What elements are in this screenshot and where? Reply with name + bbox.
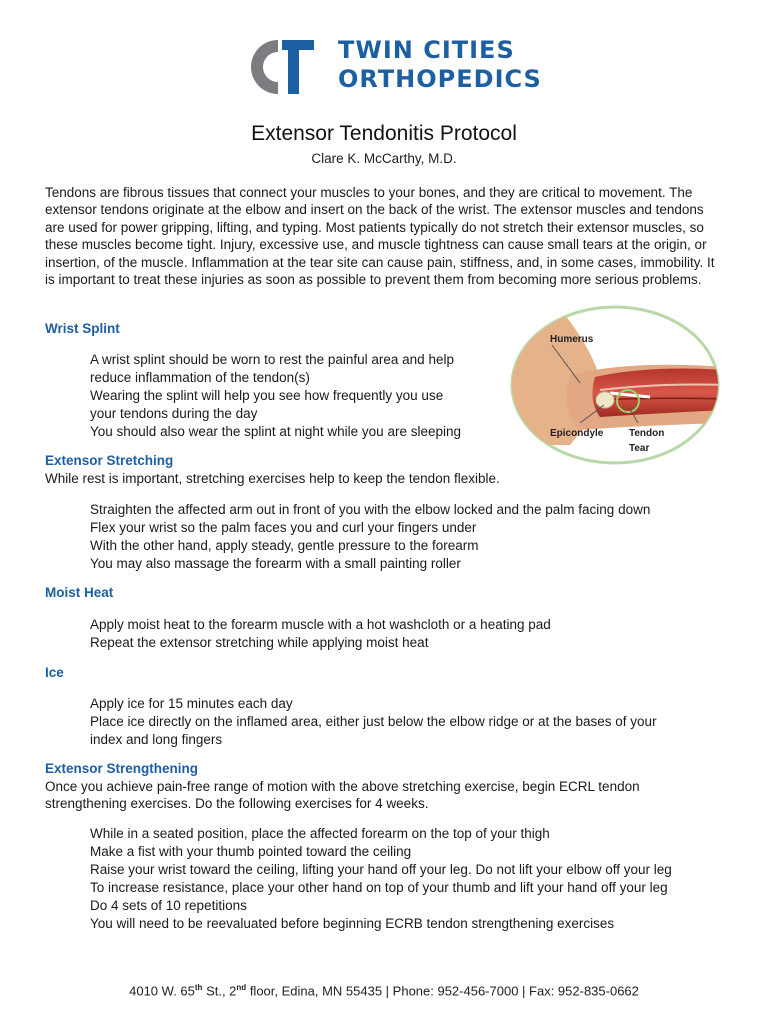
list-item: A wrist splint should be worn to rest the painful area and help bbox=[90, 352, 454, 367]
list-item: Raise your wrist toward the ceiling, lifting your hand off your leg. Do not lift your elbow off your leg bbox=[90, 862, 672, 877]
ice-list bbox=[90, 695, 657, 749]
epicondyle-label: Epicondyle bbox=[550, 428, 604, 439]
elbow-anatomy-illustration bbox=[510, 305, 720, 465]
section-heading-ice: Ice bbox=[45, 665, 64, 680]
footer-superscript: nd bbox=[236, 983, 247, 992]
wrist-splint-list bbox=[90, 351, 461, 441]
list-item: Straighten the affected arm out in front of you with the elbow locked and the palm facing down bbox=[90, 502, 651, 517]
logo-name bbox=[338, 36, 542, 94]
list-item: Do 4 sets of 10 repetitions bbox=[90, 898, 247, 913]
strengthening-list bbox=[90, 825, 672, 933]
list-item: Make a fist with your thumb pointed toward the ceiling bbox=[90, 844, 412, 859]
document-title: Extensor Tendonitis Protocol bbox=[251, 122, 517, 145]
list-item: With the other hand, apply steady, gentle pressure to the forearm bbox=[90, 538, 479, 553]
stretching-list bbox=[90, 501, 650, 573]
footer-superscript: th bbox=[194, 983, 203, 992]
section-heading-extensor-stretching: Extensor Stretching bbox=[45, 453, 174, 468]
tendon-label: Tendon bbox=[629, 428, 665, 439]
strengthening-lead: Once you achieve pain-free range of motion with the above stretching exercise, begin ECRL tendon strengthening exercises. Do the following exercises for 4 weeks. bbox=[45, 779, 640, 812]
logo-line-2: ORTHOPEDICS bbox=[338, 65, 542, 93]
footer-address-part: floor, Edina, MN 55435 | Phone: 952-456-7000 | Fax: 952-835-0662 bbox=[246, 983, 639, 999]
list-item: While in a seated position, place the affected forearm on the top of your thigh bbox=[90, 826, 550, 841]
intro-paragraph: Tendons are fibrous tissues that connect your muscles to your bones, and they are critical to movement. The extensor tendons originate at the elbow and insert on the back of the wrist. The extensor muscles and tendons are used for power gripping, lifting, and typing. Most patients typically do not stretch their extensor muscles, so these muscles become tight. Injury, excessive use, and muscle tightness can cause small tears at the origin, or insertion, of the muscle. Inflammation at the tear site can cause pain, stiffness, and, in some cases, immobility. It is important to treat these injuries as soon as possible to prevent them from becoming more serious problems. bbox=[45, 185, 715, 288]
list-item: reduce inflammation of the tendon(s) bbox=[90, 370, 310, 385]
logo bbox=[248, 36, 542, 98]
tear-label: Tear bbox=[629, 443, 650, 454]
section-heading-moist-heat: Moist Heat bbox=[45, 585, 114, 600]
list-item: Flex your wrist so the palm faces you and curl your fingers under bbox=[90, 520, 477, 535]
section-heading-extensor-strengthening: Extensor Strengthening bbox=[45, 761, 199, 776]
document-author: Clare K. McCarthy, M.D. bbox=[311, 151, 457, 166]
list-item: Wearing the splint will help you see how frequently you use bbox=[90, 388, 444, 403]
list-item: To increase resistance, place your other hand on top of your thumb and lift your hand off your leg bbox=[90, 880, 668, 895]
list-item: Apply ice for 15 minutes each day bbox=[90, 696, 293, 711]
list-item: Apply moist heat to the forearm muscle with a hot washcloth or a heating pad bbox=[90, 617, 551, 632]
footer-address-part: St., 2 bbox=[202, 983, 237, 999]
list-item: You should also wear the splint at night while you are sleeping bbox=[90, 424, 461, 439]
section-heading-wrist-splint: Wrist Splint bbox=[45, 321, 120, 336]
list-item: You may also massage the forearm with a small painting roller bbox=[90, 556, 461, 571]
elbow-anatomy-figure bbox=[510, 305, 720, 465]
humerus-label: Humerus bbox=[550, 334, 594, 345]
moist-heat-list bbox=[90, 616, 551, 652]
list-item: index and long fingers bbox=[90, 732, 223, 747]
logo-line-1: TWIN CITIES bbox=[338, 36, 515, 64]
logo-mark-icon bbox=[248, 38, 314, 96]
list-item: your tendons during the day bbox=[90, 406, 258, 421]
list-item: You will need to be reevaluated before beginning ECRB tendon strengthening exercises bbox=[90, 916, 615, 931]
stretching-lead: While rest is important, stretching exercises help to keep the tendon flexible. bbox=[45, 471, 500, 486]
footer-contact bbox=[0, 983, 768, 998]
footer-address-part: 4010 W. 65 bbox=[129, 983, 195, 999]
list-item: Repeat the extensor stretching while applying moist heat bbox=[90, 635, 429, 650]
list-item: Place ice directly on the inflamed area, either just below the elbow ridge or at the bases of your bbox=[90, 714, 657, 729]
